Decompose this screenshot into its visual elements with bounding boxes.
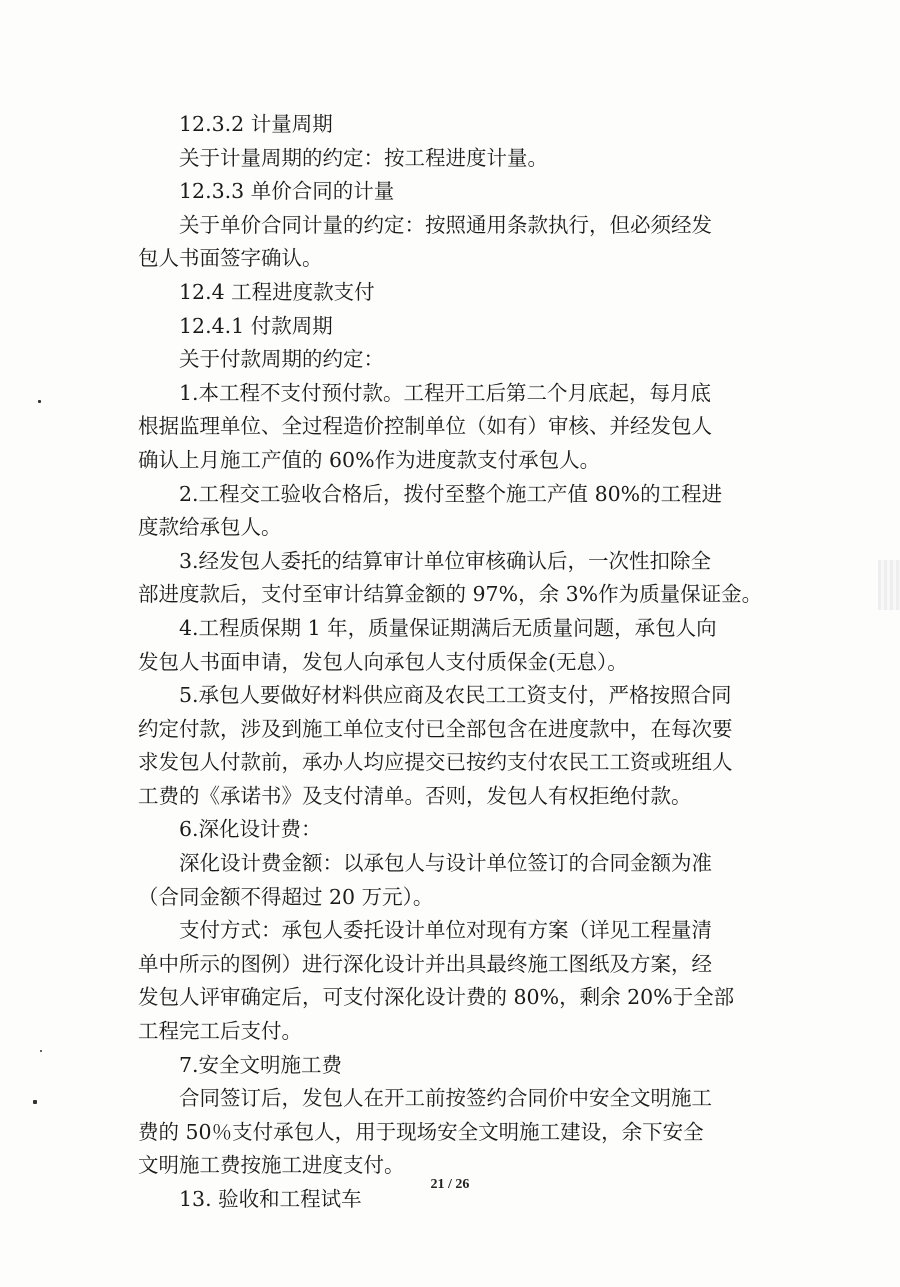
scan-speck <box>40 1050 42 1052</box>
text-line: 深化设计费金额：以承包人与设计单位签订的合同金额为准 <box>179 851 712 876</box>
text-line: 工费的《承诺书》及支付清单。否则，发包人有权拒绝付款。 <box>138 783 692 808</box>
text-line: 4.工程质保期 1 年，质量保证期满后无质量问题，承包人向 <box>179 615 717 640</box>
text-line: 12.4.1 付款周期 <box>179 313 333 338</box>
text-line: 合同签订后，发包人在开工前按签约合同价中安全文明施工 <box>179 1086 712 1111</box>
text-line: 2.工程交工验收合格后，拨付至整个施工产值 80%的工程进 <box>179 481 723 506</box>
text-line: 工程完工后支付。 <box>138 1019 302 1044</box>
text-line: 部进度款后，支付至审计结算金额的 97%，余 3%作为质量保证金。 <box>138 582 763 607</box>
text-line: 确认上月施工产值的 60%作为进度款支付承包人。 <box>138 447 601 472</box>
text-line: 根据监理单位、全过程造价控制单位（如有）审核、并经发包人 <box>138 414 712 439</box>
text-line: 12.4 工程进度款支付 <box>179 279 375 304</box>
text-line: 单中所示的图例）进行深化设计并出具最终施工图纸及方案，经 <box>138 951 712 976</box>
text-line: 求发包人付款前，承办人均应提交已按约支付农民工工资或班组人 <box>138 750 733 775</box>
text-line: 发包人书面申请，发包人向承包人支付质保金(无息）。 <box>138 649 628 674</box>
scan-speck <box>38 400 41 403</box>
text-line: 13. 验收和工程试车 <box>179 1187 362 1211</box>
text-line: 12.3.2 计量周期 <box>179 112 333 136</box>
text-line: 文明施工费按施工进度支付。 <box>138 1153 405 1178</box>
text-line: 度款给承包人。 <box>138 515 282 540</box>
text-line: 支付方式：承包人委托设计单位对现有方案（详见工程量清 <box>179 918 712 943</box>
text-line: （合同金额不得超过 20 万元）。 <box>138 884 434 909</box>
text-line: 包人书面签字确认。 <box>138 246 323 271</box>
scan-speck <box>33 1100 37 1104</box>
text-line: 12.3.3 单价合同的计量 <box>179 179 395 204</box>
text-line: 1.本工程不支付预付款。工程开工后第二个月底起，每月底 <box>179 380 712 405</box>
text-line: 3.经发包人委托的结算审计单位审核确认后，一次性扣除全 <box>179 548 712 573</box>
text-line: 关于计量周期的约定：按工程进度计量。 <box>179 145 548 170</box>
text-line: 发包人评审确定后，可支付深化设计费的 80%，剩余 20%于全部 <box>138 985 735 1010</box>
text-line: 费的 50％支付承包人，用于现场安全文明施工建设，余下安全 <box>138 1119 704 1144</box>
text-line: 5.承包人要做好材料供应商及农民工工资支付，严格按照合同 <box>179 683 732 708</box>
text-line: 7.安全文明施工费 <box>179 1052 343 1077</box>
text-line: 约定付款，涉及到施工单位支付已全部包含在进度款中，在每次要 <box>138 716 733 741</box>
scan-edge-artifact <box>878 560 900 610</box>
text-line: 6.深化设计费： <box>179 817 322 842</box>
text-line: 关于付款周期的约定： <box>179 347 384 372</box>
page-number: 21 / 26 <box>430 1177 470 1192</box>
text-line: 关于单价合同计量的约定：按照通用条款执行，但必须经发 <box>179 212 712 237</box>
document-body <box>138 108 768 1217</box>
